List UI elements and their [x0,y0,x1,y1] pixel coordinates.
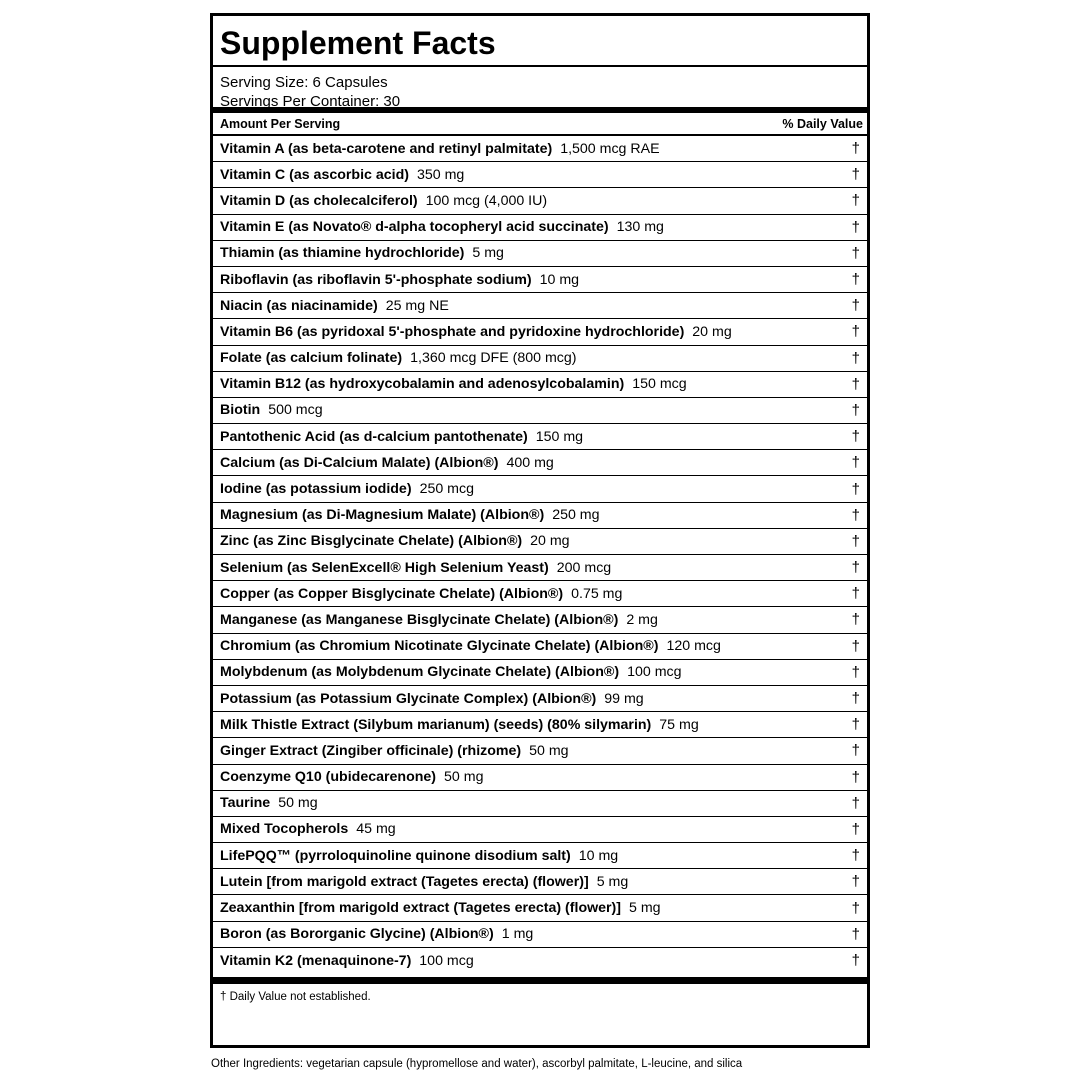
nutrient-row [213,424,867,450]
nutrient-name: Vitamin K2 (menaquinone-7) [220,952,412,969]
nutrient-entry [220,429,583,445]
serving-info [213,67,867,113]
daily-value-dagger: † [851,663,860,681]
nutrient-row [213,581,867,607]
nutrient-amount: 200 mcg [556,559,612,576]
nutrient-name: Vitamin A (as beta-carotene and retinyl palmitate) [220,140,553,157]
nutrient-amount: 0.75 mg [571,585,623,602]
nutrient-entry [220,167,464,183]
nutrient-entry [220,638,721,654]
daily-value-dagger: † [851,899,860,917]
nutrient-entry [220,691,644,707]
daily-value-dagger: † [851,323,860,341]
nutrient-row [213,476,867,502]
nutrient-name: Mixed Tocopherols [220,821,349,838]
nutrient-name: Lutein [from marigold extract (Tagetes erecta) (flower)] [220,873,589,890]
thick-divider [213,977,867,984]
nutrient-row [213,634,867,660]
servings-per-container: Servings Per Container: 30 [220,93,401,110]
nutrient-entry [220,743,569,759]
nutrient-row [213,869,867,895]
nutrient-row [213,319,867,345]
daily-value-dagger: † [851,820,860,838]
nutrient-amount: 150 mcg [632,376,687,393]
daily-value-dagger: † [851,349,860,367]
nutrient-row [213,660,867,686]
daily-value-dagger: † [851,637,860,655]
daily-value-dagger: † [851,454,860,472]
daily-value-dagger: † [851,925,860,943]
nutrient-row [213,450,867,476]
daily-value-dagger: † [851,742,860,760]
daily-value-dagger: † [851,768,860,786]
daily-value-dagger: † [851,166,860,184]
supplement-facts-panel [210,13,870,1048]
nutrient-amount: 120 mcg [666,638,721,655]
nutrient-amount: 1,500 mcg RAE [560,140,660,157]
nutrient-amount: 1 mg [501,926,534,943]
panel-title: Supplement Facts [213,16,867,67]
nutrient-entry [220,193,547,209]
nutrient-name: Taurine [220,795,271,812]
nutrient-name: Copper (as Copper Bisglycinate Chelate) (Albion®) [220,585,564,602]
nutrient-row [213,346,867,372]
nutrient-name: Biotin [220,402,261,419]
daily-value-dagger: † [851,297,860,315]
nutrient-name: Magnesium (as Di-Magnesium Malate) (Albion®) [220,507,545,524]
nutrient-entry [220,586,622,602]
nutrient-entry [220,481,474,497]
nutrient-name: Thiamin (as thiamine hydrochloride) [220,245,465,262]
daily-value-dagger: † [851,428,860,446]
nutrient-name: Vitamin B12 (as hydroxycobalamin and adenosylcobalamin) [220,376,625,393]
nutrient-name: Milk Thistle Extract (Silybum marianum) (seeds) (80% silymarin) [220,716,652,733]
nutrient-row [213,136,867,162]
nutrient-list [213,136,867,974]
nutrient-name: Calcium (as Di-Calcium Malate) (Albion®) [220,454,499,471]
nutrient-entry [220,324,732,340]
daily-value-dagger: † [851,559,860,577]
daily-value-dagger: † [851,794,860,812]
nutrient-row [213,922,867,948]
daily-value-dagger: † [851,873,860,891]
daily-value-dagger: † [851,847,860,865]
amount-per-serving-label: Amount Per Serving [220,116,341,131]
nutrient-amount: 5 mg [596,873,629,890]
nutrient-amount: 130 mg [616,219,664,236]
nutrient-amount: 5 mg [472,245,504,262]
daily-value-dagger: † [851,585,860,603]
daily-value-dagger: † [851,375,860,393]
nutrient-entry [220,848,618,864]
nutrient-amount: 100 mcg (4,000 IU) [425,192,548,209]
nutrient-name: Vitamin B6 (as pyridoxal 5'-phosphate and pyridoxine hydrochloride) [220,323,685,340]
nutrient-row [213,398,867,424]
nutrient-amount: 20 mg [692,323,732,340]
nutrient-name: Chromium (as Chromium Nicotinate Glycinate Chelate) (Albion®) [220,638,659,655]
nutrient-amount: 400 mg [506,454,554,471]
nutrient-entry [220,533,570,549]
nutrient-row [213,948,867,974]
nutrient-name: Vitamin C (as ascorbic acid) [220,166,409,183]
daily-value-dagger: † [851,244,860,262]
nutrient-amount: 350 mg [416,166,465,183]
nutrient-name: Riboflavin (as riboflavin 5'-phosphate sodium) [220,271,532,288]
daily-value-dagger: † [851,611,860,629]
daily-value-dagger: † [851,140,860,158]
nutrient-amount: 50 mg [278,795,318,812]
nutrient-name: Potassium (as Potassium Glycinate Complex) (Albion®) [220,690,597,707]
nutrient-name: Vitamin D (as cholecalciferol) [220,192,418,209]
nutrient-entry [220,769,483,785]
nutrient-entry [220,953,474,969]
nutrient-amount: 10 mg [578,847,619,864]
nutrient-row [213,765,867,791]
nutrient-name: Selenium (as SelenExcell® High Selenium Yeast) [220,559,549,576]
nutrient-name: LifePQQ™ (pyrroloquinoline quinone disodium salt) [220,847,571,864]
nutrient-amount: 100 mcg [627,664,682,681]
nutrient-amount: 150 mg [535,428,584,445]
nutrient-row [213,503,867,529]
nutrient-name: Zeaxanthin [from marigold extract (Tagetes erecta) (flower)] [220,900,622,917]
nutrient-amount: 45 mg [356,821,396,838]
nutrient-amount: 75 mg [659,716,699,733]
nutrient-row [213,738,867,764]
nutrient-row [213,791,867,817]
nutrient-entry [220,560,611,576]
nutrient-entry [220,402,323,418]
nutrient-entry [220,507,600,523]
nutrient-amount: 50 mg [444,769,484,786]
footnote: † Daily Value not established. [220,991,371,1003]
nutrient-entry [220,821,396,837]
nutrient-amount: 100 mcg [419,952,474,969]
nutrient-row [213,686,867,712]
nutrient-name: Iodine (as potassium iodide) [220,481,412,498]
nutrient-entry [220,795,318,811]
nutrient-row [213,188,867,214]
nutrient-entry [220,455,554,471]
nutrient-row [213,529,867,555]
nutrient-name: Manganese (as Manganese Bisglycinate Chelate) (Albion®) [220,611,619,628]
nutrient-entry [220,612,658,628]
nutrient-row [213,162,867,188]
nutrient-amount: 1,360 mcg DFE (800 mcg) [410,350,577,367]
nutrient-row [213,607,867,633]
nutrient-entry [220,874,628,890]
nutrient-name: Niacin (as niacinamide) [220,297,378,314]
daily-value-dagger: † [851,952,860,970]
nutrient-name: Folate (as calcium folinate) [220,350,403,367]
nutrient-entry [220,219,664,235]
nutrient-row [213,241,867,267]
nutrient-name: Vitamin E (as Novato® d-alpha tocopheryl acid succinate) [220,219,609,236]
nutrient-amount: 20 mg [530,533,570,550]
nutrient-amount: 5 mg [629,900,661,917]
nutrient-amount: 25 mg NE [385,297,449,314]
nutrient-name: Molybdenum (as Molybdenum Glycinate Chelate) (Albion®) [220,664,620,681]
other-ingredients: Other Ingredients: vegetarian capsule (hypromellose and water), ascorbyl palmitate, L-leucine, and silica [211,1058,743,1070]
nutrient-entry [220,376,687,392]
nutrient-row [213,817,867,843]
nutrient-row [213,843,867,869]
daily-value-dagger: † [851,506,860,524]
nutrient-amount: 10 mg [539,271,580,288]
nutrient-amount: 2 mg [626,611,658,628]
nutrient-row [213,267,867,293]
nutrient-entry [220,900,661,916]
nutrient-entry [220,926,533,942]
daily-value-dagger: † [851,480,860,498]
nutrient-amount: 250 mcg [419,481,474,498]
nutrient-name: Pantothenic Acid (as d-calcium pantothenate) [220,428,528,445]
nutrient-name: Zinc (as Zinc Bisglycinate Chelate) (Albion®) [220,533,523,550]
nutrient-amount: 50 mg [529,742,569,759]
nutrient-row [213,372,867,398]
daily-value-dagger: † [851,218,860,236]
nutrient-name: Boron (as Bororganic Glycine) (Albion®) [220,926,494,943]
nutrient-row [213,555,867,581]
nutrient-amount: 99 mg [604,690,644,707]
nutrient-entry [220,272,579,288]
nutrient-row [213,293,867,319]
nutrient-amount: 500 mcg [268,402,323,419]
serving-size: Serving Size: 6 Capsules [220,74,388,91]
nutrient-entry [220,245,504,261]
daily-value-dagger: † [851,401,860,419]
nutrient-name: Coenzyme Q10 (ubidecarenone) [220,769,437,786]
daily-value-dagger: † [851,271,860,289]
nutrient-entry [220,298,449,314]
nutrient-row [213,215,867,241]
nutrient-row [213,895,867,921]
daily-value-label: % Daily Value [782,116,863,131]
nutrient-entry [220,664,682,680]
nutrient-entry [220,141,660,157]
column-header [213,113,867,136]
daily-value-dagger: † [851,532,860,550]
daily-value-dagger: † [851,192,860,210]
nutrient-amount: 250 mg [552,507,600,524]
daily-value-dagger: † [851,690,860,708]
nutrient-row [213,712,867,738]
nutrient-entry [220,717,699,733]
nutrient-entry [220,350,577,366]
daily-value-dagger: † [851,716,860,734]
nutrient-name: Ginger Extract (Zingiber officinale) (rhizome) [220,742,522,759]
